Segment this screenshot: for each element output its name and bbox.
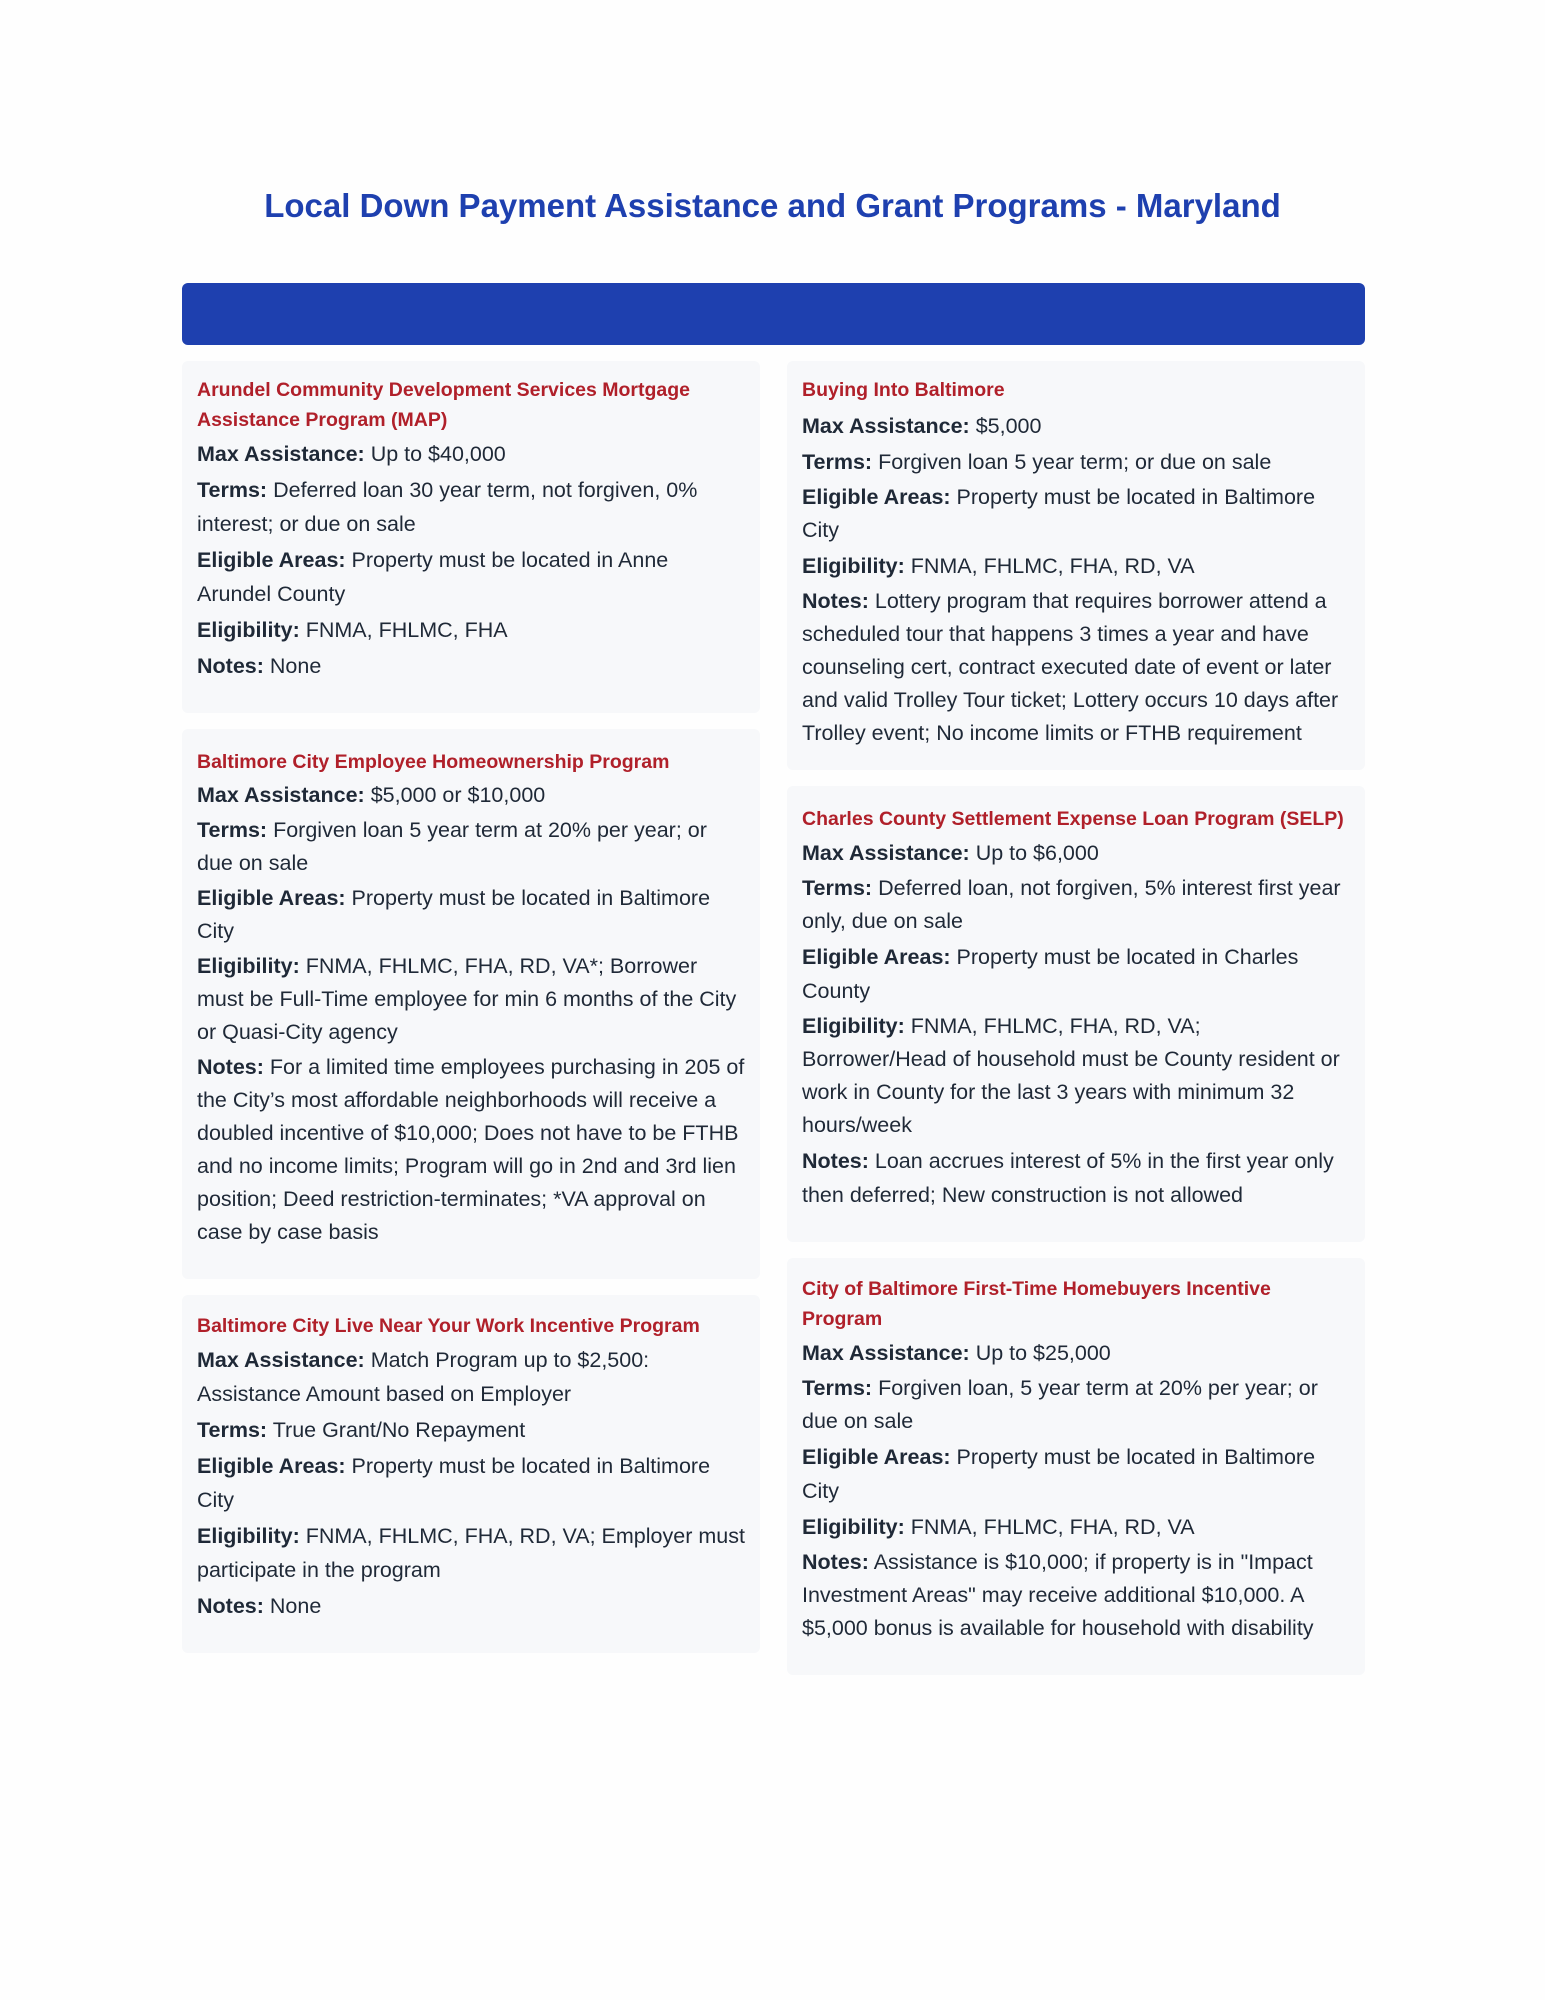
program-title: Baltimore City Employee Homeownership Program — [197, 751, 670, 773]
program-card-live-near-work — [182, 1295, 760, 1653]
program-card-charles-county-selp — [787, 786, 1365, 1242]
terms-field — [197, 1413, 745, 1447]
eligibility-field — [197, 1519, 745, 1587]
field-label: Max Assistance: — [197, 442, 365, 466]
eligible-areas-field — [802, 1440, 1350, 1508]
field-value: Property must be located in Charles County — [802, 945, 1299, 1003]
eligibility-field — [197, 613, 745, 647]
field-label: Eligible Areas: — [197, 548, 346, 572]
field-label: Eligibility: — [802, 554, 905, 578]
field-label: Eligible Areas: — [802, 945, 951, 969]
field-label: Notes: — [802, 1550, 869, 1574]
eligible-areas-field — [802, 940, 1350, 1008]
field-label: Terms: — [197, 1418, 268, 1442]
eligible-areas-field — [197, 543, 745, 611]
field-value: FNMA, FHLMC, FHA, RD, VA — [910, 1515, 1195, 1539]
program-card-buying-into-baltimore — [787, 361, 1365, 770]
program-title: Arundel Community Development Services Mortgage Assistance Program (MAP) — [197, 379, 691, 431]
max-assistance-field — [802, 409, 1350, 443]
field-value: FNMA, FHLMC, FHA, RD, VA*; Borrower must be Full-Time employee for min 6 months of the City or Quasi-City agency — [197, 954, 737, 1044]
eligible-areas-field — [197, 882, 745, 948]
program-card-baltimore-employee — [182, 729, 760, 1279]
field-value: Assistance is $10,000; if property is in "Impact Investment Areas" may receive additional $10,000. A $5,000 bonus is available for household with disability — [802, 1550, 1314, 1640]
field-value: Forgiven loan, 5 year term at 20% per year; or due on sale — [802, 1376, 1318, 1433]
notes-field — [802, 585, 1350, 750]
field-label: Eligibility: — [197, 1524, 300, 1548]
left-column — [182, 361, 760, 1669]
field-value: None — [269, 1594, 322, 1618]
field-value: Up to $6,000 — [975, 841, 1099, 865]
terms-field — [802, 872, 1350, 938]
terms-field — [802, 445, 1350, 479]
field-value: FNMA, FHLMC, FHA, RD, VA; Borrower/Head of household must be County resident or work in County for the last 3 years with minimum 32 hours/week — [802, 1014, 1340, 1137]
program-title: City of Baltimore First-Time Homebuyers Incentive Program — [802, 1278, 1271, 1330]
field-value: Property must be located in Anne Arundel County — [197, 548, 669, 606]
field-label: Eligible Areas: — [802, 485, 951, 509]
max-assistance-field — [802, 836, 1350, 870]
field-label: Terms: — [197, 478, 268, 502]
field-label: Eligible Areas: — [802, 1445, 951, 1469]
field-label: Eligibility: — [802, 1014, 905, 1038]
max-assistance-field — [802, 1336, 1350, 1370]
field-label: Max Assistance: — [802, 414, 970, 438]
field-label: Notes: — [197, 654, 264, 678]
field-value: $5,000 — [975, 414, 1042, 438]
field-value: FNMA, FHLMC, FHA, RD, VA; Employer must participate in the program — [197, 1524, 745, 1582]
field-label: Eligibility: — [197, 954, 300, 978]
field-value: Lottery program that requires borrower attend a scheduled tour that happens 3 times a year and have counseling cert, contract executed date of event or later and valid Trolley Tour ticket; Lottery occurs 10 days after Trolley event; No income limits or FTHB requirement — [802, 589, 1339, 745]
field-value: Property must be located in Baltimore City — [197, 1454, 711, 1512]
field-value: None — [269, 654, 322, 678]
terms-field — [802, 1372, 1350, 1438]
field-label: Eligibility: — [802, 1515, 905, 1539]
notes-field — [197, 1589, 745, 1623]
field-label: Notes: — [802, 1149, 869, 1173]
terms-field — [197, 473, 745, 541]
field-value: Match Program up to $2,500: Assistance Amount based on Employer — [197, 1348, 650, 1406]
max-assistance-field — [197, 779, 745, 812]
right-column — [787, 361, 1365, 1691]
field-label: Max Assistance: — [802, 1341, 970, 1365]
field-value: Up to $25,000 — [975, 1341, 1111, 1365]
header-banner — [182, 283, 1365, 345]
field-value: For a limited time employees purchasing in 205 of the City’s most affordable neighborhoods will receive a doubled incentive of $10,000; Does not have to be FTHB and no income limits; Program will go in 2nd and 3rd lien position; Deed restriction-terminates; *VA approval on case by case basis — [197, 1055, 745, 1244]
notes-field — [802, 1546, 1350, 1645]
field-value: Deferred loan, not forgiven, 5% interest first year only, due on sale — [802, 876, 1341, 933]
notes-field — [802, 1144, 1350, 1212]
eligible-areas-field — [197, 1449, 745, 1517]
max-assistance-field — [197, 437, 745, 471]
terms-field — [197, 814, 745, 880]
field-value: Loan accrues interest of 5% in the first year only then deferred; New construction is not allowed — [802, 1149, 1334, 1207]
program-title: Baltimore City Live Near Your Work Incentive Program — [197, 1315, 700, 1337]
eligibility-field — [802, 549, 1350, 583]
field-value: True Grant/No Repayment — [272, 1418, 526, 1442]
max-assistance-field — [197, 1343, 745, 1411]
field-value: $5,000 or $10,000 — [370, 783, 546, 807]
notes-field — [197, 1051, 745, 1249]
field-label: Terms: — [802, 1376, 873, 1400]
notes-field — [197, 649, 745, 683]
field-label: Terms: — [197, 818, 268, 842]
program-card-city-fthb-incentive — [787, 1258, 1365, 1675]
field-label: Terms: — [802, 450, 873, 474]
field-label: Eligible Areas: — [197, 1454, 346, 1478]
page-title: Local Down Payment Assistance and Grant Programs - Maryland — [264, 187, 1281, 224]
field-value: FNMA, FHLMC, FHA, RD, VA — [910, 554, 1195, 578]
field-label: Max Assistance: — [802, 841, 970, 865]
program-title: Buying Into Baltimore — [802, 379, 1005, 401]
eligibility-field — [802, 1010, 1350, 1142]
program-title: Charles County Settlement Expense Loan Program (SELP) — [802, 808, 1344, 830]
field-value: Property must be located in Baltimore City — [802, 485, 1316, 542]
field-label: Max Assistance: — [197, 783, 365, 807]
field-label: Eligible Areas: — [197, 886, 346, 910]
program-card-arundel-map — [182, 361, 760, 713]
eligible-areas-field — [802, 481, 1350, 547]
field-value: Deferred loan 30 year term, not forgiven, 0% interest; or due on sale — [197, 478, 698, 536]
field-value: Forgiven loan 5 year term at 20% per year; or due on sale — [197, 818, 707, 875]
field-value: Forgiven loan 5 year term; or due on sale — [878, 450, 1272, 474]
field-label: Terms: — [802, 876, 873, 900]
field-label: Max Assistance: — [197, 1348, 365, 1372]
field-label: Eligibility: — [197, 618, 300, 642]
field-value: Up to $40,000 — [370, 442, 506, 466]
field-label: Notes: — [197, 1055, 264, 1079]
eligibility-field — [802, 1510, 1350, 1544]
field-label: Notes: — [197, 1594, 264, 1618]
field-value: Property must be located in Baltimore City — [197, 886, 711, 943]
field-value: FNMA, FHLMC, FHA — [305, 618, 508, 642]
field-label: Notes: — [802, 589, 869, 613]
eligibility-field — [197, 950, 745, 1049]
field-value: Property must be located in Baltimore City — [802, 1445, 1316, 1503]
